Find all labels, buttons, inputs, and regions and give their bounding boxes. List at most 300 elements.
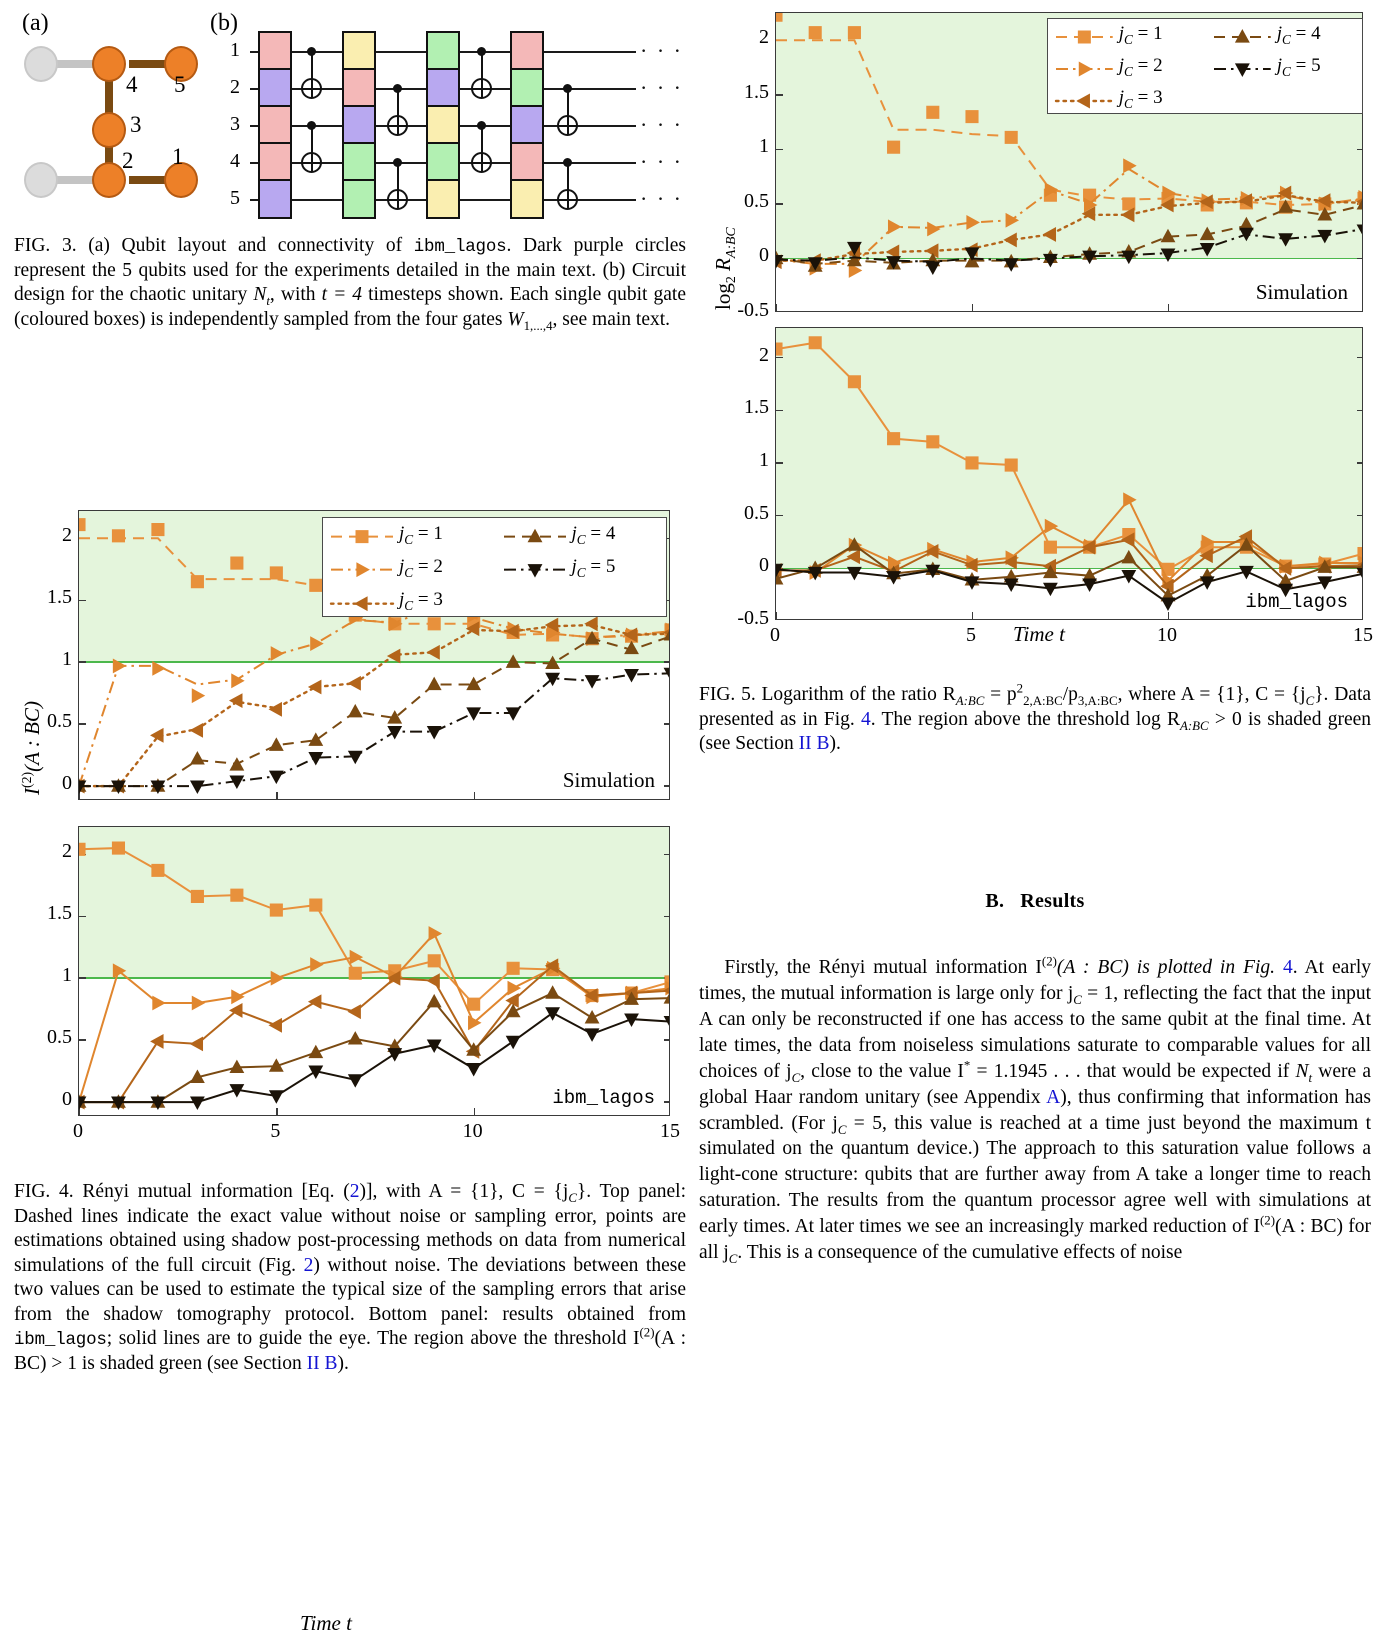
legend-label: $j_C = 2$ [399, 556, 443, 578]
x-title-text: Time t [300, 1611, 352, 1635]
legend-label: $j_C = 1$ [1119, 23, 1163, 45]
data-point [809, 26, 821, 38]
data-point [348, 676, 360, 690]
data-point [270, 738, 284, 750]
data-point [775, 343, 782, 355]
legend-swatch [1212, 21, 1273, 53]
figure-5-bottom-panel [775, 327, 1363, 620]
data-point [664, 1016, 670, 1028]
data-point [348, 1075, 362, 1087]
series-j-c-4 [775, 197, 1363, 272]
gate-q3-c4 [510, 105, 544, 145]
gate-q2-c2 [342, 68, 376, 108]
fig4-caption-c: }. Top panel: Dashed lines indicate the exact value without noise or sampling error, points are estimations obtained using shadow post-processing methods on data from numerical simulations of the full circuit (Fig. [14, 1181, 686, 1276]
legend-label: $j_C = 4$ [572, 523, 616, 545]
figure-3-caption [14, 234, 686, 332]
data-point [388, 1049, 402, 1061]
data-point [270, 904, 282, 916]
legend-entry-jc-3 [1054, 85, 1204, 117]
data-point [190, 1037, 202, 1051]
legend-entry-jc-3 [329, 587, 494, 620]
gate-q4-c3 [426, 142, 460, 182]
legend-swatch [1054, 85, 1115, 117]
legend-swatch [1054, 53, 1115, 85]
gate-q2-c1 [258, 68, 292, 108]
cnot-target-q4-b [471, 152, 492, 173]
gate-q5-c3 [426, 179, 460, 219]
data-point [585, 1011, 599, 1023]
y-axis-tick-label: 2 [20, 840, 72, 863]
p1-j: (A : BC) for all j [699, 1216, 1371, 1263]
data-point [927, 106, 939, 118]
fig5-caption-d: , where A = {1}, C = {j [1118, 684, 1306, 705]
legend-label: $j_C = 4$ [1277, 23, 1321, 45]
cnot-control-q3-b [477, 121, 486, 130]
data-point [508, 981, 520, 995]
y-axis-tick-label: 0.5 [717, 502, 769, 525]
y-axis-tick-label: 2 [717, 344, 769, 367]
p1-g: were a global Haar random unitary (see Appendix [699, 1061, 1371, 1108]
gate-q3-c2 [342, 105, 376, 145]
x-axis-tick-label: 15 [1341, 624, 1385, 647]
wire-label-5: 5 [230, 187, 240, 210]
cnot-control-q4-b [563, 158, 572, 167]
data-point [112, 530, 124, 542]
legend-label: $j_C = 3$ [399, 589, 443, 611]
qubit-label-1: 1 [172, 144, 184, 170]
y-axis-tick-label: 1.5 [717, 81, 769, 104]
legend-swatch [502, 520, 568, 553]
data-point [310, 579, 322, 591]
fig3-caption-math-W-sub: 1,...,4 [524, 319, 553, 333]
fig4-caption-e: ; solid lines are to guide the eye. The region above the threshold I [107, 1328, 640, 1349]
ellipsis-wire-5: · · · [640, 186, 683, 212]
data-point [926, 262, 940, 274]
p1-k: . This is a consequence of the cumulative effects of noise [737, 1242, 1182, 1263]
legend-label: $j_C = 1$ [399, 523, 443, 545]
gate-q1-c3 [426, 31, 460, 71]
series-line [79, 636, 670, 786]
y5-title-Rsub: A:BC [723, 227, 738, 258]
gate-q1-c2 [342, 31, 376, 71]
legend-entry-jc-1 [329, 520, 494, 553]
fig4-caption-f: (A : BC) > 1 is shaded green (see Section [14, 1328, 686, 1374]
fig5-sub3: 3,A:BC [1078, 694, 1118, 708]
data-point [1005, 131, 1017, 143]
data-point [1044, 583, 1058, 595]
cnot-control-q2-a [393, 84, 402, 93]
gate-q4-c1 [258, 142, 292, 182]
figure-3 [0, 0, 695, 222]
panel-tag-simulation: Simulation [563, 768, 655, 793]
fig3-caption-math-t-sub: t [266, 294, 270, 308]
qubit-2 [92, 162, 126, 198]
ellipsis-wire-3: · · · [640, 112, 683, 138]
qubit-inactive-bottomleft [24, 162, 58, 198]
data-point [311, 958, 323, 972]
data-point [427, 645, 439, 659]
data-point [1240, 228, 1254, 240]
edge-inactive-bottom [56, 176, 96, 184]
fig5-caption-b: = p [984, 684, 1016, 705]
data-point [230, 694, 242, 708]
y5-title-R: R [711, 258, 735, 271]
data-point [78, 843, 85, 855]
legend-label: $j_C = 2$ [1119, 55, 1163, 77]
gate-q4-c2 [342, 142, 376, 182]
edge-inactive-top [56, 60, 96, 68]
x-axis-tick-label: 0 [56, 1120, 100, 1143]
fig5-sup2: 2 [1017, 682, 1023, 696]
fig3-caption-math-W: W [507, 309, 523, 330]
p1-subC3: C [838, 1122, 847, 1136]
legend-entry-jc-5 [502, 553, 667, 586]
data-point [967, 216, 979, 230]
data-point [112, 842, 124, 854]
ellipsis-wire-1: · · · [640, 38, 683, 64]
cnot-target-q4-a [301, 152, 322, 173]
series-line [79, 966, 670, 1102]
y-axis-tick-label: 1.5 [717, 396, 769, 419]
fig3-caption-p5: , see main text. [553, 309, 671, 330]
y5-title-log: log [711, 283, 735, 310]
data-point [546, 986, 560, 998]
series-line [79, 848, 670, 1004]
cnot-control-q2-b [563, 84, 572, 93]
p1-h: ), thus confirming that information has scrambled. (For j [699, 1087, 1371, 1134]
data-point [927, 436, 939, 448]
data-point [506, 655, 520, 667]
legend-entry-jc-5 [1212, 53, 1362, 85]
data-point [153, 996, 165, 1010]
qubit-3 [92, 112, 126, 148]
legend-entry-jc-2 [1054, 53, 1204, 85]
p1-b: (A : BC) is plotted in Fig. [1057, 957, 1283, 978]
data-point [966, 457, 978, 469]
fig3-caption-p4: timesteps shown. Each single qubit gate (coloured boxes) is independently sampled from the four gates [14, 284, 686, 330]
data-point [427, 677, 441, 689]
data-point [309, 995, 321, 1009]
data-point [191, 752, 205, 764]
data-point [546, 1008, 560, 1020]
data-point [191, 890, 203, 902]
data-point [232, 990, 244, 1004]
data-point [585, 1029, 599, 1041]
data-point [349, 967, 361, 979]
data-point [585, 617, 597, 631]
fig3-caption-math-N: N [253, 284, 266, 305]
fig4-caption-g: ). [337, 1353, 348, 1374]
data-point [429, 927, 441, 941]
gate-q5-c2 [342, 179, 376, 219]
qubit-label-3: 3 [130, 112, 142, 138]
qubit-4 [92, 46, 126, 82]
series-line [79, 934, 670, 1103]
data-point [848, 376, 860, 388]
data-point [271, 971, 283, 985]
data-point [388, 726, 402, 738]
data-point [78, 518, 85, 530]
data-point [1122, 551, 1136, 563]
ellipsis-wire-2: · · · [640, 75, 683, 101]
wire-label-4: 4 [230, 150, 240, 173]
fig5-sub1: A:BC [956, 694, 985, 708]
data-point [1161, 598, 1175, 610]
y-axis-tick-label: 0 [20, 1088, 72, 1111]
y-title-rest: (A : BC) [20, 701, 44, 772]
fig4-sec-ref[interactable]: II B [307, 1353, 338, 1374]
p1-c: . At early times, the mutual information is large only for j [699, 957, 1371, 1004]
x-axis-tick-label: 10 [1145, 624, 1189, 647]
y-axis-tick-label: 2 [717, 26, 769, 49]
data-point [1004, 233, 1016, 247]
panel-b-label: (b) [210, 10, 238, 37]
legend-entry-jc-4 [502, 520, 667, 553]
fig5-fig-ref[interactable]: 4 [861, 709, 871, 730]
data-point [506, 994, 518, 1008]
x5-title-text: Time t [1013, 622, 1065, 646]
data-point [625, 669, 639, 681]
data-point [848, 26, 860, 38]
data-point [310, 899, 322, 911]
figure-4 [0, 495, 695, 1160]
data-point [113, 659, 125, 673]
qubit-label-5: 5 [174, 72, 186, 98]
gate-q5-c1 [258, 179, 292, 219]
legend-swatch [329, 553, 395, 586]
fig5-sub4: A:BC [1180, 718, 1209, 732]
data-point [153, 662, 165, 676]
p1-f: = 1.1945 . . . that would be expected if [970, 1061, 1295, 1082]
gate-q1-c1 [258, 31, 292, 71]
series-j-c-1 [78, 842, 670, 1011]
p1-i: = 5, this value is reached at a time just beyond the maximum t simulated on the quantum device.) The approach to this saturation value follows a light-cone structure: qubits that are further away from A take a longer time to reach saturation. The results from the quantum processor agree well with simulations at early times. At later times we see an increasingly marked reduction of I [699, 1113, 1371, 1238]
series-line [776, 545, 1363, 596]
cnot-target-q5-a [387, 189, 408, 210]
series-j-c-1 [775, 337, 1363, 576]
series-j-c-4 [78, 628, 670, 792]
ellipsis-wire-4: · · · [640, 149, 683, 175]
right-column [695, 0, 1390, 1514]
p1-a: Firstly, the Rényi mutual information I [724, 957, 1042, 978]
series-line [79, 993, 670, 1102]
fig4-fig-ref[interactable]: 2 [304, 1255, 314, 1276]
fig3-caption-t-eq: t = 4 [322, 284, 362, 305]
fig5-caption-number: FIG. 5. [699, 684, 756, 705]
legend-entry-jc-4 [1212, 21, 1362, 53]
p1-d: = 1, reflecting the fact that the input A can only be reconstructed if one has access to the same qubit at the final time. At late times, the data from noiseless simulations saturate to comparable values for all choices of j [699, 983, 1371, 1082]
panel-tag-ibm-lagos: ibm_lagos [552, 1087, 655, 1109]
legend-swatch [329, 520, 395, 553]
figure-3-panel-a [14, 8, 214, 218]
data-point [1200, 577, 1214, 589]
data-point [152, 864, 164, 876]
data-point [428, 955, 440, 967]
y-axis-tick-label: 1.5 [20, 902, 72, 925]
fig3-caption-number: FIG. 3. [14, 235, 77, 256]
data-point [506, 1036, 520, 1048]
data-point [427, 995, 441, 1007]
legend-label: $j_C = 5$ [572, 556, 616, 578]
data-point [348, 1032, 362, 1044]
cnot-control-q1-a [307, 47, 316, 56]
p1-subC1: C [1073, 993, 1082, 1007]
data-point [270, 567, 282, 579]
series-j-c-5 [775, 225, 1363, 274]
legend-entry-jc-1 [1054, 21, 1204, 53]
y-axis-tick-label: 1 [20, 964, 72, 987]
fig5-caption-c: /p [1063, 684, 1078, 705]
data-point [388, 649, 400, 663]
p1-sup2: (2) [1260, 1214, 1275, 1228]
data-point [809, 337, 821, 349]
legend-label: $j_C = 5$ [1277, 55, 1321, 77]
data-point [152, 523, 164, 535]
x-axis-tick-label: 15 [648, 1120, 692, 1143]
gate-q3-c1 [258, 105, 292, 145]
x-axis-tick-label: 5 [253, 1120, 297, 1143]
data-point [230, 758, 244, 770]
qubit-inactive-topleft [24, 46, 58, 82]
cnot-target-q2-b [471, 78, 492, 99]
p1-Nsub: t [1308, 1071, 1312, 1085]
fig4-jc-sub: C [568, 1191, 577, 1205]
fig4-eq-ref[interactable]: 2 [350, 1181, 360, 1202]
y-axis-tick-label: 0.5 [20, 1026, 72, 1049]
y-axis-tick-label: -0.5 [717, 299, 769, 322]
fig4-caption-sup2: (2) [640, 1326, 655, 1340]
data-point [1006, 213, 1018, 227]
gate-q4-c4 [510, 142, 544, 182]
cnot-target-q3-b [557, 115, 578, 136]
data-point [1043, 228, 1055, 242]
qubit-label-4: 4 [126, 72, 138, 98]
figure-4-bottom-panel [78, 826, 670, 1116]
fig5-caption-h: ). [830, 733, 841, 754]
p1-sup: (2) [1042, 955, 1057, 969]
fig5-caption-g: > 0 is shaded green (see Section [699, 709, 1371, 755]
fig5-sub2: 2,A:BC [1023, 694, 1063, 708]
legend-swatch [329, 587, 395, 620]
series-canvas [776, 328, 1363, 620]
p1-ref-fig4[interactable]: 4 [1283, 957, 1293, 978]
data-point [151, 728, 163, 742]
series-j-c-3 [78, 617, 670, 793]
left-column [0, 0, 695, 1514]
data-point [585, 676, 599, 688]
fig4-caption-b: )], with A = {1}, C = {j [360, 1181, 569, 1202]
data-point [269, 1018, 281, 1032]
series-line [776, 500, 1363, 581]
data-point [269, 702, 281, 716]
p1-subC4: C [729, 1252, 738, 1266]
p1-star: * [964, 1058, 970, 1072]
panel-tag-ibm-lagos: ibm_lagos [1245, 591, 1348, 613]
y-title-sup: (2) [19, 772, 34, 788]
fig4-caption-number: FIG. 4. [14, 1181, 74, 1202]
p1-e: , close to the value I [800, 1061, 964, 1082]
series-j-c-2 [78, 927, 670, 1109]
y-axis-tick-label: 1.5 [20, 586, 72, 609]
data-point [887, 141, 899, 153]
data-point [1161, 249, 1175, 261]
cnot-control-q1-b [477, 47, 486, 56]
data-point [467, 998, 479, 1010]
data-point [231, 889, 243, 901]
results-paragraph [699, 955, 1371, 1266]
fig3-caption-device: ibm_lagos [414, 237, 507, 257]
data-point [467, 708, 481, 720]
p1-ref-appendix[interactable]: A [1046, 1087, 1060, 1108]
data-point [190, 724, 202, 738]
gate-q2-c3 [426, 68, 460, 108]
legend-label: $j_C = 3$ [1119, 87, 1163, 109]
data-point [192, 689, 204, 703]
fig4-caption-a: Rényi mutual information [Eq. ( [74, 1181, 350, 1202]
y-axis-tick-label: 0 [20, 772, 72, 795]
data-point [1005, 459, 1017, 471]
fig5-sec-ref[interactable]: II B [799, 733, 830, 754]
data-point [1044, 541, 1056, 553]
series-line [79, 608, 670, 786]
data-point [348, 1005, 360, 1019]
data-point [888, 220, 900, 234]
gate-q2-c4 [510, 68, 544, 108]
fig5-caption-f: . The region above the threshold log R [871, 709, 1180, 730]
y-axis-tick-label: 0 [717, 244, 769, 267]
cnot-control-q4-a [393, 158, 402, 167]
data-point [192, 996, 204, 1010]
data-point [270, 771, 284, 783]
data-point [1045, 519, 1057, 533]
data-point [270, 1091, 284, 1103]
qubit-label-2: 2 [122, 148, 134, 174]
y-axis-tick-label: 1 [717, 449, 769, 472]
gate-q3-c3 [426, 105, 460, 145]
data-point [467, 1063, 481, 1075]
data-point [1357, 225, 1363, 237]
legend [322, 517, 667, 617]
data-point [427, 974, 439, 988]
p1-subC2: C [792, 1071, 801, 1085]
fig3-caption-p1: (a) Qubit layout and connectivity of [77, 235, 414, 256]
x-axis-tick-label: 10 [451, 1120, 495, 1143]
x-axis-tick-label: 5 [949, 624, 993, 647]
wire-label-3: 3 [230, 113, 240, 136]
section-title: Results [1020, 890, 1084, 912]
data-point [1279, 234, 1293, 246]
fig5-caption-a: Logarithm of the ratio R [756, 684, 956, 705]
figure-5-x-axis-title [1013, 622, 1065, 647]
figure-3-panel-b [208, 8, 688, 220]
figure-5 [695, 0, 1390, 660]
data-point [887, 432, 899, 444]
section-number: B. [985, 890, 1004, 912]
legend-entry-jc-2 [329, 553, 494, 586]
data-point [271, 647, 283, 661]
series-line [776, 169, 1363, 264]
y5-title-sub2: 2 [723, 276, 738, 283]
gate-q5-c4 [510, 179, 544, 219]
fig3-caption-p3: , with [270, 284, 322, 305]
data-point [231, 557, 243, 569]
wire-label-2: 2 [230, 76, 240, 99]
data-point [1200, 243, 1214, 255]
panel-tag-simulation: Simulation [1256, 280, 1348, 305]
y-axis-tick-label: -0.5 [717, 607, 769, 630]
series-canvas [79, 827, 670, 1116]
y-axis-tick-label: 0 [717, 554, 769, 577]
